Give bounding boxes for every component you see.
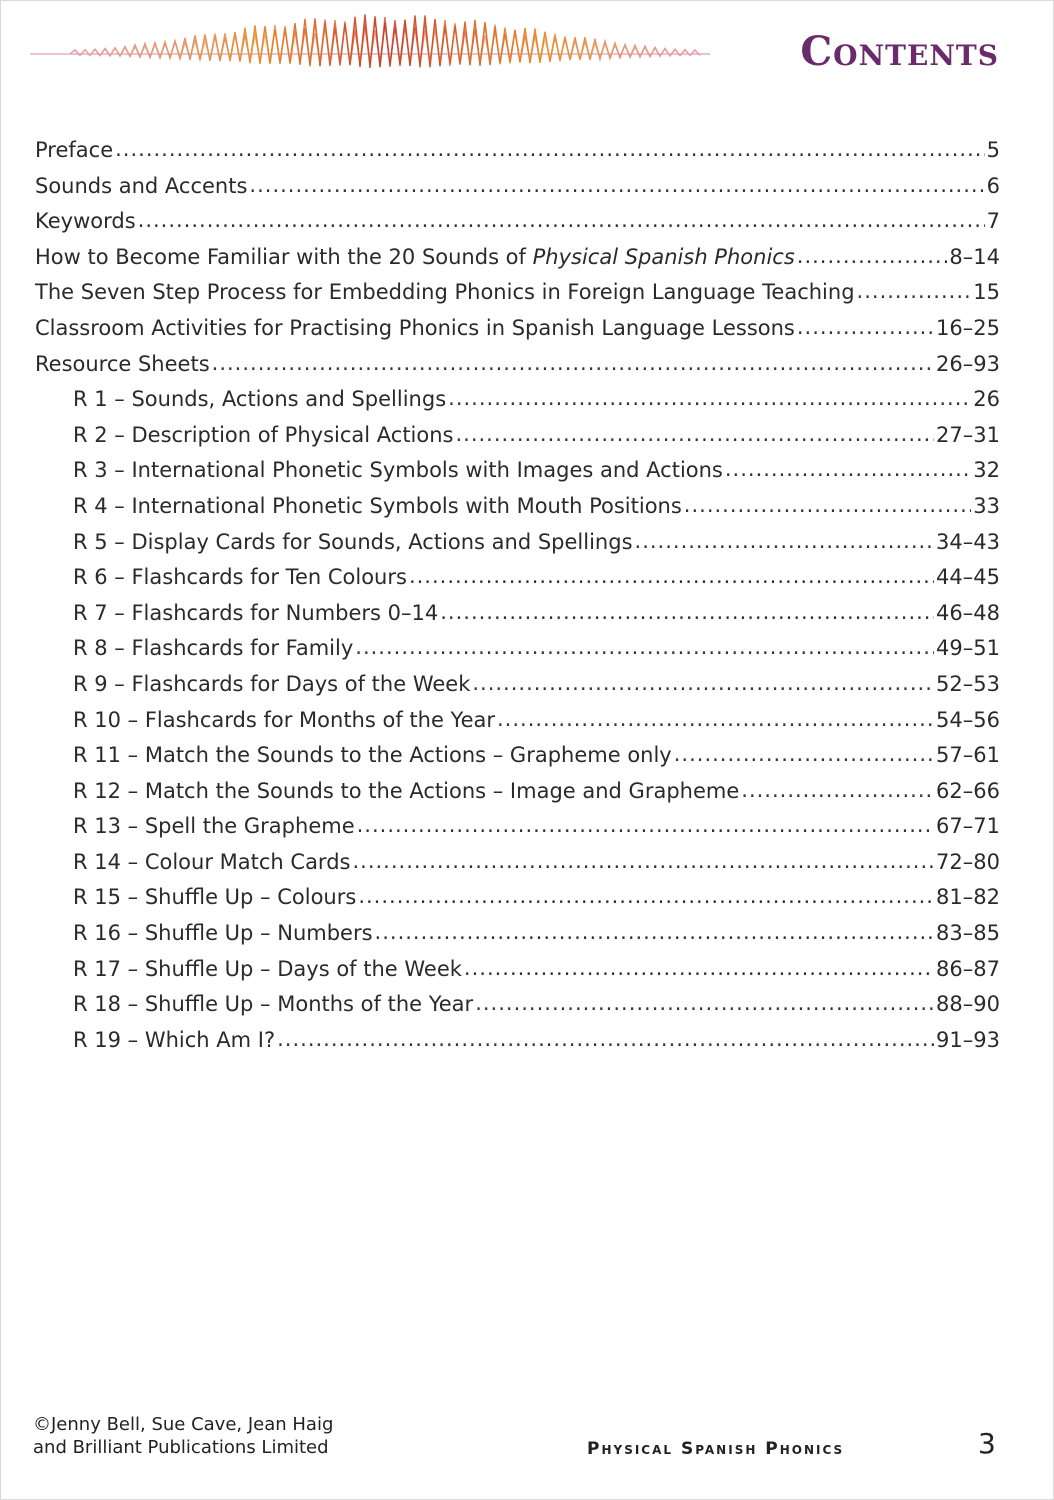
page-title: Contents [800, 28, 999, 75]
toc-entry-page: 27–31 [936, 422, 1000, 447]
toc-subentry[interactable] [35, 421, 1000, 457]
toc-entry-label-text: How to Become Familiar with the 20 Sounds of [35, 244, 533, 269]
toc-subentry[interactable] [35, 670, 1000, 706]
toc-entry-label: R 15 – Shuffle Up – Colours [73, 885, 357, 910]
toc-subentry[interactable] [35, 385, 1000, 421]
dot-leader [448, 385, 971, 406]
toc-entry-page: 33 [973, 493, 1000, 518]
toc-entry-label: R 1 – Sounds, Actions and Spellings [73, 387, 447, 412]
toc-entry-label: R 14 – Colour Match Cards [73, 849, 351, 874]
toc-entry-page: 15 [973, 280, 1000, 305]
toc-entry-label: R 9 – Flashcards for Days of the Week [73, 671, 471, 696]
sound-wave-decoration [30, 8, 710, 88]
toc-entry-keywords[interactable] [35, 207, 1000, 243]
toc-entry-label: Sounds and Accents [35, 173, 248, 198]
toc-entry-label: Classroom Activities for Practising Phonics in Spanish Language Lessons [35, 315, 795, 340]
toc-entry-classroom-activities[interactable] [35, 314, 1000, 350]
toc-entry-page: 16–25 [936, 315, 1000, 340]
toc-subentry[interactable] [35, 848, 1000, 884]
copyright-line: and Brilliant Publications Limited [33, 1437, 329, 1458]
toc-entry-page: 67–71 [936, 814, 1000, 839]
toc-subentry[interactable] [35, 919, 1000, 955]
toc-entry-label: R 2 – Description of Physical Actions [73, 422, 454, 447]
dot-leader [115, 136, 985, 157]
dot-leader [358, 883, 934, 904]
toc-entry-page: 57–61 [936, 743, 1000, 768]
dot-leader [725, 456, 971, 477]
toc-subentry[interactable] [35, 955, 1000, 991]
dot-leader [635, 528, 935, 549]
toc-entry-page: 5 [986, 138, 1000, 162]
copyright-line: ©Jenny Bell, Sue Cave, Jean Haig [33, 1414, 334, 1435]
footer-book-title: Physical Spanish Phonics [587, 1439, 845, 1459]
toc-entry-label: R 17 – Shuffle Up – Days of the Week [73, 956, 462, 981]
toc-entry-page: 62–66 [936, 778, 1000, 803]
toc-entry-preface[interactable] [35, 136, 1000, 172]
dot-leader [472, 670, 934, 691]
dot-leader [440, 599, 934, 620]
toc-subentry[interactable] [35, 456, 1000, 492]
dot-leader [741, 777, 934, 798]
toc-entry-page: 7 [986, 209, 1000, 234]
book-title-italic: Physical Spanish Phonics [532, 244, 795, 269]
toc-entry-label: R 11 – Match the Sounds to the Actions – Grapheme only [73, 743, 672, 768]
toc-entry-label: The Seven Step Process for Embedding Phonics in Foreign Language Teaching [35, 280, 855, 305]
toc-entry-label: R 5 – Display Cards for Sounds, Actions and Spellings [73, 529, 633, 554]
toc-entry-label: R 12 – Match the Sounds to the Actions – Image and Grapheme [73, 778, 740, 803]
toc-entry-page: 88–90 [936, 992, 1000, 1017]
toc-entry-resource-sheets[interactable] [35, 350, 1000, 386]
dot-leader [357, 812, 934, 833]
dot-leader [674, 741, 934, 762]
toc-entry-page: 26–93 [936, 351, 1000, 376]
toc-subentry[interactable] [35, 706, 1000, 742]
toc-entry-page: 72–80 [936, 849, 1000, 874]
toc-subentry[interactable] [35, 883, 1000, 919]
dot-leader [138, 207, 985, 228]
toc-entry-page: 8–14 [949, 244, 1000, 269]
toc-entry-label: Keywords [35, 209, 136, 234]
toc-entry-label: R 7 – Flashcards for Numbers 0–14 [73, 600, 439, 625]
toc-entry-page: 81–82 [936, 885, 1000, 910]
copyright-notice [33, 1413, 333, 1459]
dot-leader [455, 421, 934, 442]
toc-subentry[interactable] [35, 741, 1000, 777]
toc-entry-label: R 10 – Flashcards for Months of the Year [73, 707, 495, 732]
toc-subentry[interactable] [35, 634, 1000, 670]
toc-entry-page: 83–85 [936, 921, 1000, 946]
toc-entry-label: R 16 – Shuffle Up – Numbers [73, 921, 373, 946]
toc-entry-label: R 8 – Flashcards for Family [73, 636, 354, 661]
toc-subentry[interactable] [35, 812, 1000, 848]
toc-entry-label: R 19 – Which Am I? [73, 1027, 276, 1052]
table-of-contents [35, 136, 1000, 1061]
toc-subentry[interactable] [35, 599, 1000, 635]
toc-entry-seven-step[interactable] [35, 278, 1000, 314]
toc-entry-page: 91–93 [936, 1027, 1000, 1052]
dot-leader [212, 350, 934, 371]
toc-subentry[interactable] [35, 528, 1000, 564]
page-number: 3 [978, 1427, 996, 1460]
toc-entry-page: 86–87 [936, 956, 1000, 981]
toc-entry-label: Resource Sheets [35, 351, 210, 376]
toc-entry-page: 49–51 [936, 636, 1000, 661]
dot-leader [475, 990, 934, 1011]
dot-leader [497, 706, 934, 727]
toc-entry-page: 6 [986, 173, 1000, 198]
toc-entry-sounds-accents[interactable] [35, 172, 1000, 208]
toc-entry-page: 26 [973, 387, 1000, 412]
toc-entry-page: 34–43 [936, 529, 1000, 554]
dot-leader [409, 563, 934, 584]
toc-subentry[interactable] [35, 492, 1000, 528]
toc-subentry[interactable] [35, 563, 1000, 599]
toc-entry-page: 44–45 [936, 565, 1000, 590]
toc-entry-label: Preface [35, 138, 114, 162]
toc-entry-label: R 13 – Spell the Grapheme [73, 814, 355, 839]
dot-leader [352, 848, 934, 869]
toc-entry-label: R 6 – Flashcards for Ten Colours [73, 565, 407, 590]
toc-entry-page: 54–56 [936, 707, 1000, 732]
toc-entry-page: 32 [973, 458, 1000, 483]
page-header [0, 0, 1054, 100]
toc-entry-label: R 18 – Shuffle Up – Months of the Year [73, 992, 474, 1017]
toc-entry-page: 46–48 [936, 600, 1000, 625]
dot-leader [464, 955, 934, 976]
toc-entry-page: 52–53 [936, 671, 1000, 696]
dot-leader [857, 278, 972, 299]
dot-leader [797, 314, 934, 335]
dot-leader [277, 1026, 934, 1047]
toc-entry-familiar-sounds[interactable] [35, 243, 1000, 279]
dot-leader [375, 919, 935, 940]
resource-sheet-list [35, 385, 1000, 1061]
toc-entry-label [35, 245, 795, 269]
toc-subentry[interactable] [35, 777, 1000, 813]
toc-entry-label: R 4 – International Phonetic Symbols with Mouth Positions [73, 493, 682, 518]
dot-leader [797, 243, 948, 264]
toc-subentry[interactable] [35, 1026, 1000, 1062]
dot-leader [249, 172, 984, 193]
dot-leader [684, 492, 971, 513]
dot-leader [355, 634, 934, 655]
toc-entry-label: R 3 – International Phonetic Symbols with Images and Actions [73, 458, 723, 483]
toc-subentry[interactable] [35, 990, 1000, 1026]
